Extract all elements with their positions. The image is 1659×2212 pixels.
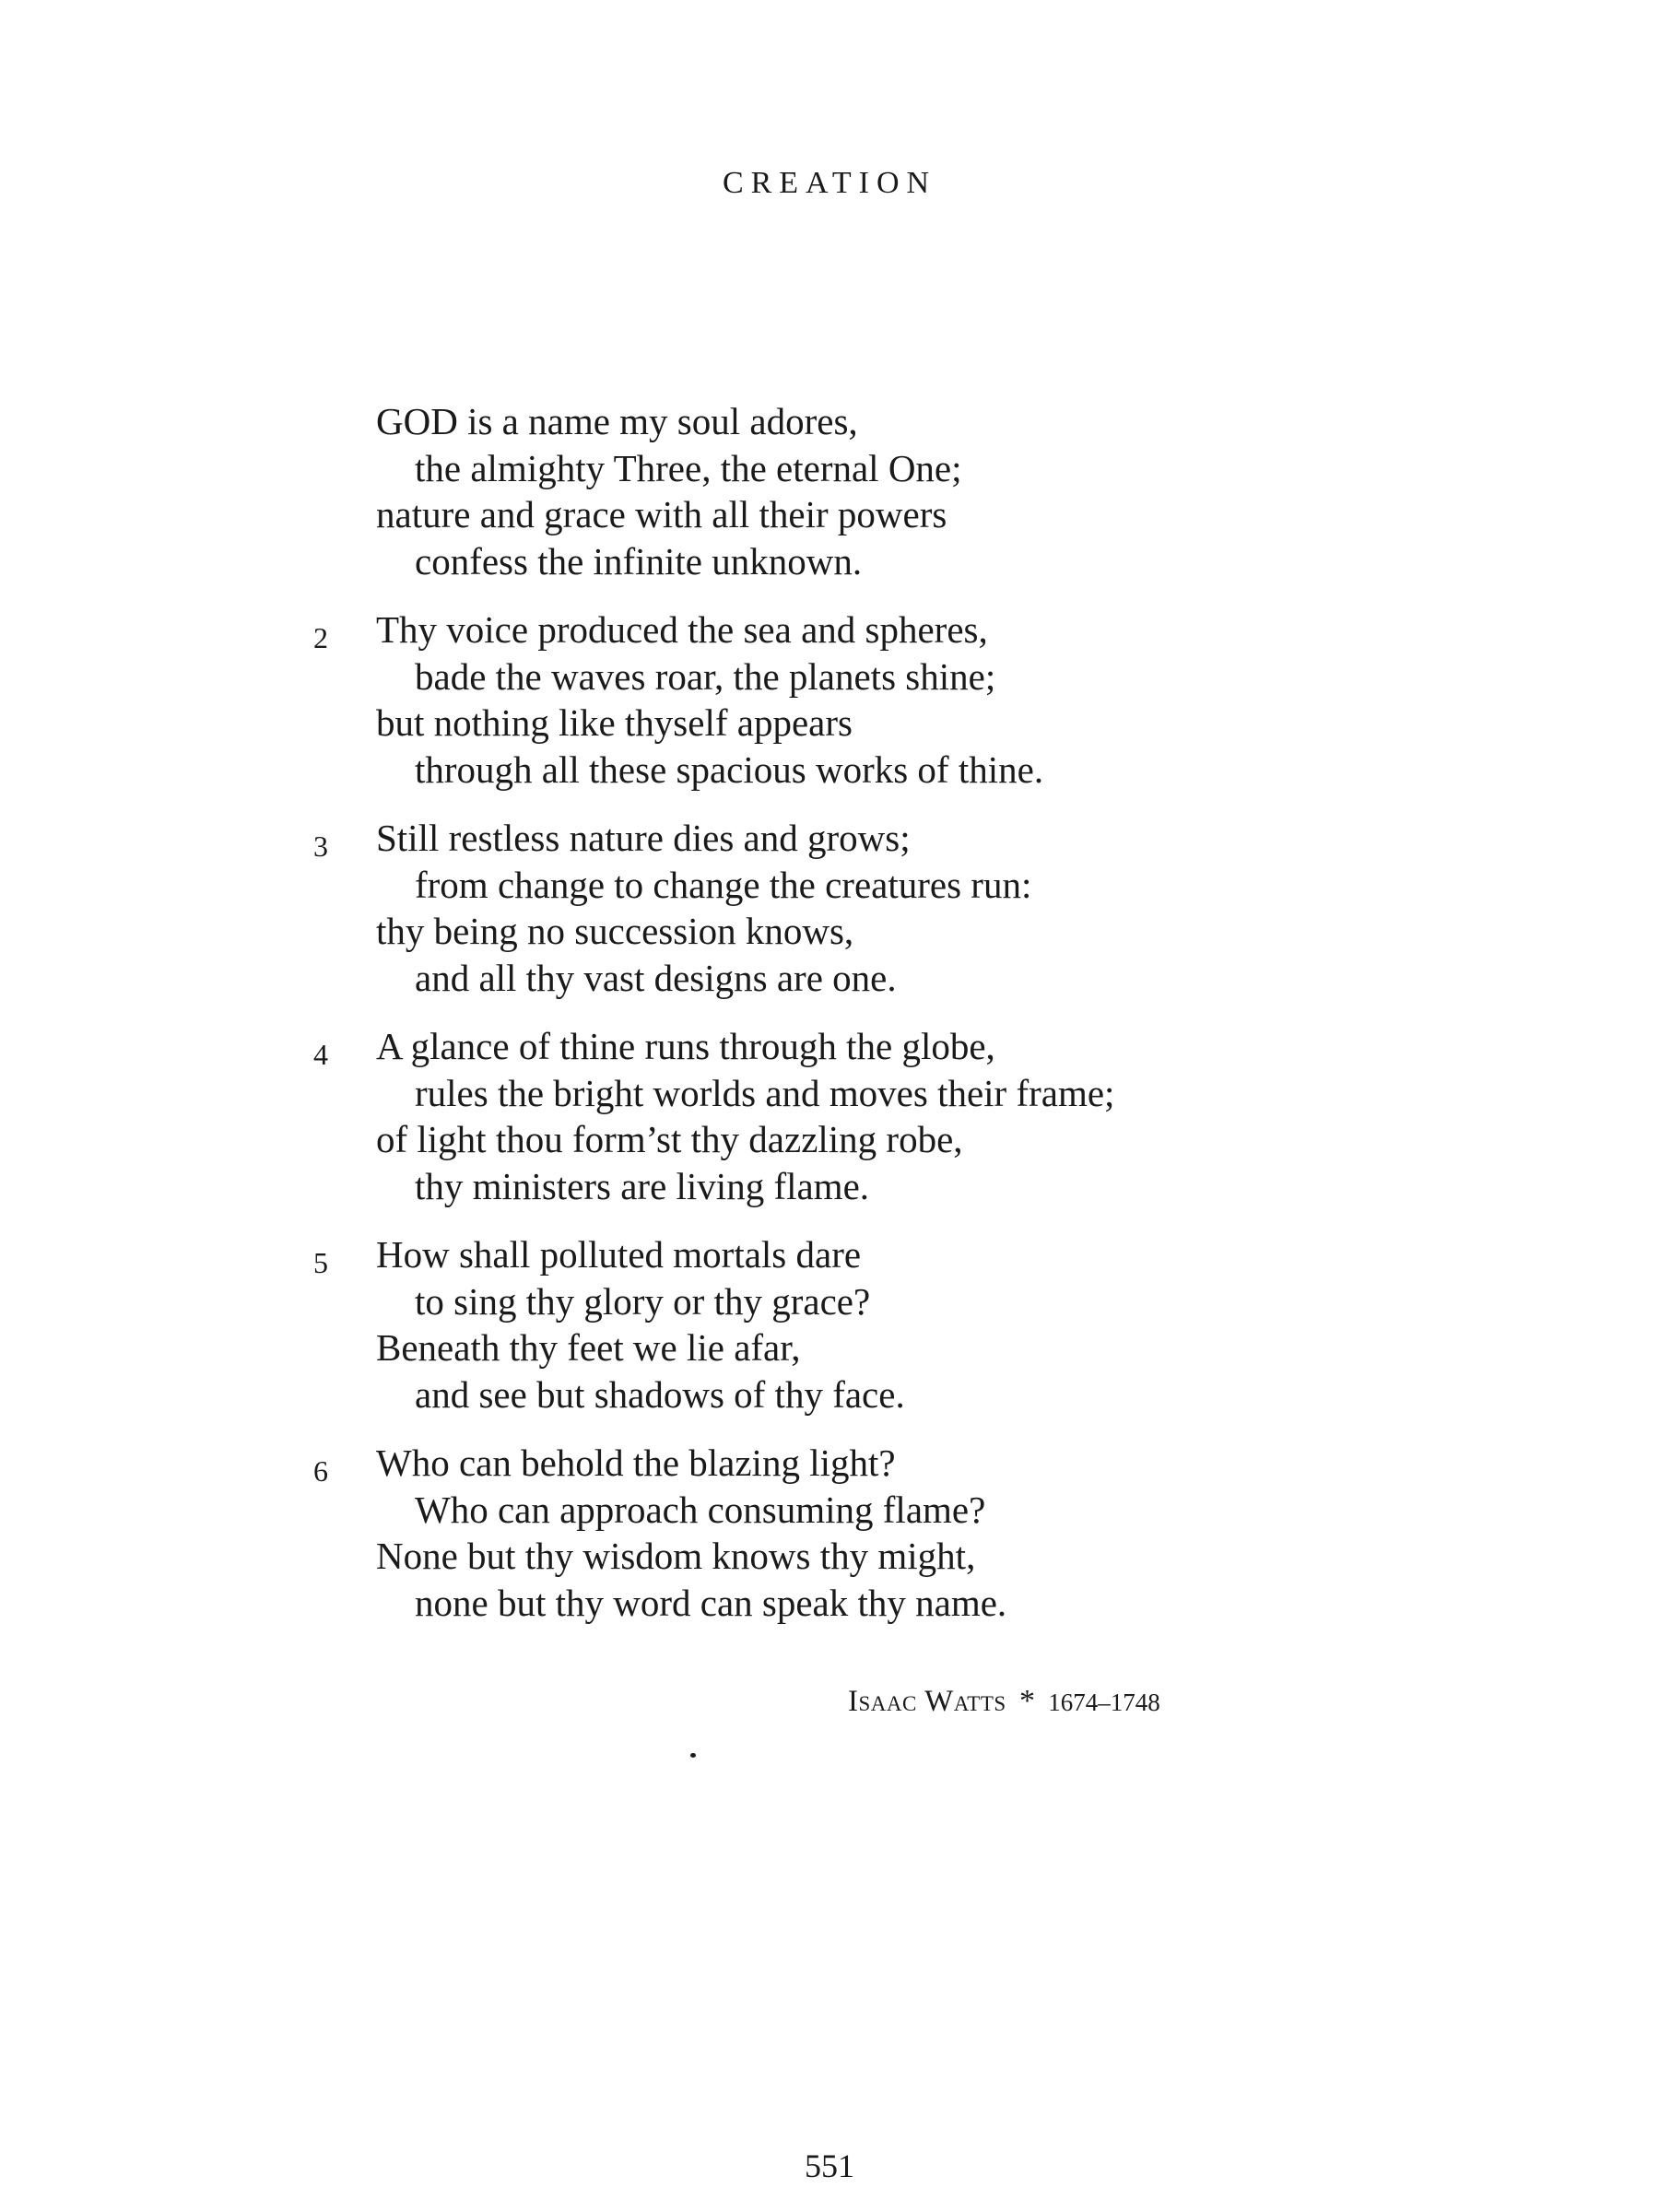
verse-line: through all these spacious works of thine.: [415, 747, 1044, 791]
verse-number: 6: [313, 1454, 328, 1488]
author-dates: 1674–1748: [1048, 1688, 1160, 1716]
verse-line: from change to change the creatures run:: [415, 863, 1032, 906]
verse-line: nature and grace with all their powers: [376, 493, 947, 535]
verse-6: [313, 1440, 1298, 1626]
verse-line: rules the bright worlds and moves their frame;: [415, 1071, 1115, 1114]
verse-line: thy being no succession knows,: [376, 910, 854, 952]
verse-number: 4: [313, 1038, 328, 1071]
verse-line: bade the waves roar, the planets shine;: [415, 654, 996, 698]
author-first-name: Isaac: [848, 1685, 917, 1718]
verse-line: Who can approach consuming flame?: [415, 1488, 986, 1531]
verse-5: [313, 1231, 1298, 1418]
ink-speck: [690, 1753, 696, 1758]
verse-line: Who can behold the blazing light?: [376, 1441, 896, 1484]
verse-line: of light thou form’st thy dazzling robe,: [376, 1118, 963, 1160]
verse-line: Thy voice produced the sea and spheres,: [376, 608, 988, 651]
verse-line: to sing thy glory or thy grace?: [415, 1279, 871, 1323]
star-icon: *: [1018, 1684, 1035, 1718]
verse-line: thy ministers are living flame.: [415, 1164, 870, 1207]
verse-1: [376, 398, 1298, 584]
verse-line: and see but shadows of thy face.: [415, 1372, 905, 1416]
verse-number: 5: [313, 1246, 328, 1279]
verse-line: A glance of thine runs through the globe,: [376, 1025, 995, 1067]
verse-line: How shall polluted mortals dare: [376, 1233, 862, 1276]
verse-4: [313, 1023, 1298, 1209]
verse-number: 2: [313, 621, 328, 654]
section-heading: CREATION: [722, 166, 937, 200]
verse-line: None but thy wisdom knows thy might,: [376, 1535, 976, 1577]
author-attribution: [848, 1681, 1160, 1723]
verse-line: Still restless nature dies and grows;: [376, 817, 911, 859]
verse-line: but nothing like thyself appears: [376, 701, 853, 744]
verse-2: [313, 606, 1298, 793]
verse-line: confess the infinite unknown.: [415, 539, 863, 582]
verse-line: and all thy vast designs are one.: [415, 956, 897, 999]
verse-line: GOD is a name my soul adores,: [376, 400, 858, 442]
verse-number: 3: [313, 830, 328, 863]
hymn-text: [313, 398, 1298, 1648]
page-number: 551: [805, 2147, 854, 2184]
author-last-name: Watts: [924, 1685, 1006, 1718]
verse-line: the almighty Three, the eternal One;: [415, 446, 962, 489]
verse-line: none but thy word can speak thy name.: [415, 1581, 1007, 1624]
verse-3: [313, 815, 1298, 1001]
verse-line: Beneath thy feet we lie afar,: [376, 1326, 801, 1369]
